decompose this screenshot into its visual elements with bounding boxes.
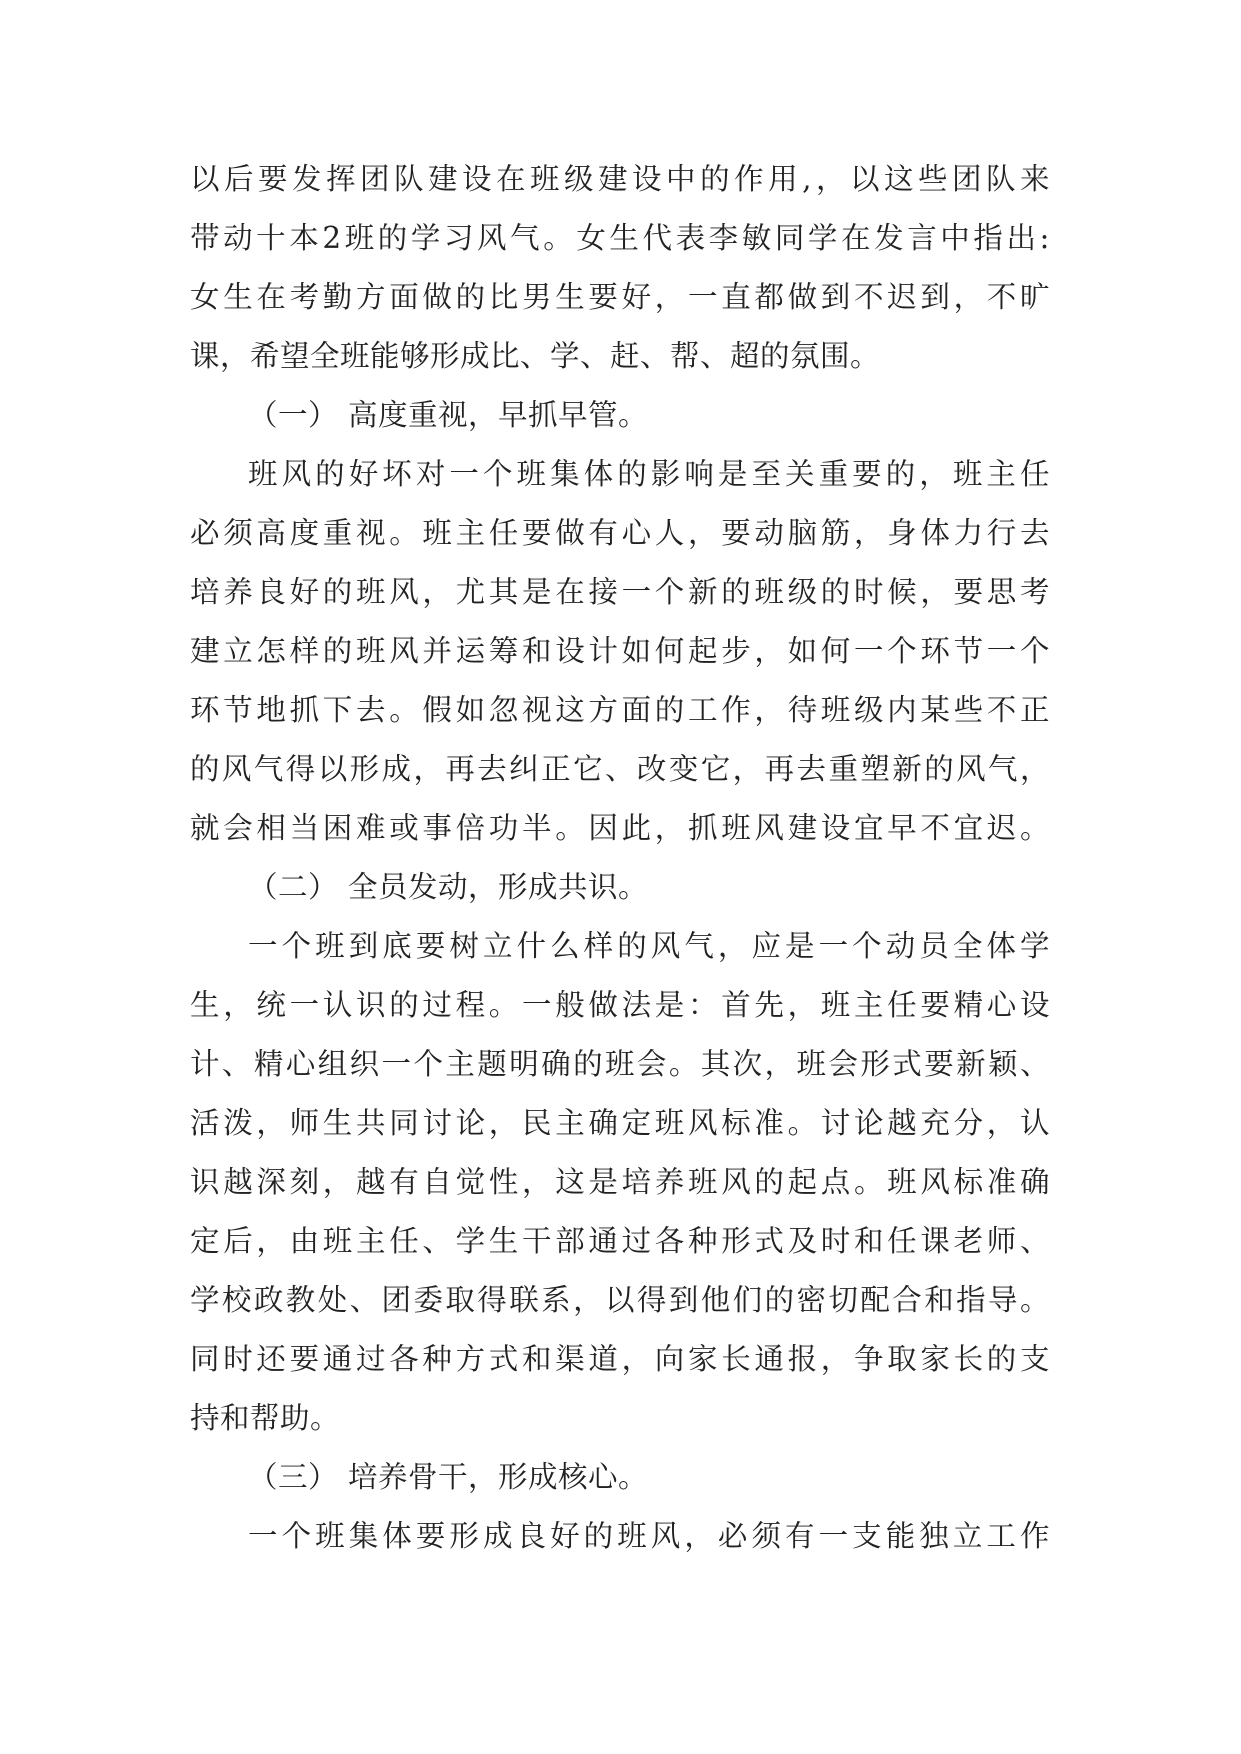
- section-title: 培养骨干，形成核心。: [348, 1460, 649, 1494]
- text-line: 的风气得以形成，再去纠正它、改变它，再去重塑新的风气，: [190, 752, 1050, 786]
- text-line: 同时还要通过各种方式和渠道，向家长通报，争取家长的支: [190, 1342, 1050, 1376]
- section-title: 高度重视，早抓早管。: [348, 398, 649, 432]
- section-number: （一）: [248, 398, 339, 432]
- text-line: 带动十本2班的学习风气。女生代表李敏同学在发言中指出:: [190, 221, 1050, 255]
- text-line: 必须高度重视。班主任要做有心人，要动脑筋，身体力行去: [190, 516, 1050, 550]
- section-heading: [190, 1448, 1050, 1507]
- section-heading: [190, 386, 1050, 445]
- text-line: 识越深刻，越有自觉性，这是培养班风的起点。班风标准确: [190, 1165, 1050, 1199]
- text-line: 定后，由班主任、学生干部通过各种形式及时和任课老师、: [190, 1224, 1050, 1258]
- paragraph: [190, 917, 1050, 1448]
- text-line: 持和帮助。: [190, 1401, 341, 1435]
- text-line: 课，希望全班能够形成比、学、赶、帮、超的氛围。: [190, 339, 881, 373]
- section-number: （二）: [248, 870, 339, 904]
- text-line: 就会相当困难或事倍功半。因此，抓班风建设宜早不宜迟。: [190, 811, 1050, 845]
- text-line: 一个班集体要形成良好的班风，必须有一支能独立工作: [248, 1519, 1050, 1553]
- text-line: 培养良好的班风，尤其是在接一个新的班级的时候，要思考: [190, 575, 1050, 609]
- text-line: 环节地抓下去。假如忽视这方面的工作，待班级内某些不正: [190, 693, 1050, 727]
- text-line: 计、精心组织一个主题明确的班会。其次，班会形式要新颖、: [190, 1047, 1050, 1081]
- text-line: 女生在考勤方面做的比男生要好，一直都做到不迟到，不旷: [190, 280, 1050, 314]
- paragraph: [190, 1507, 1050, 1566]
- section-title: 全员发动，形成共识。: [348, 870, 649, 904]
- section-heading: [190, 858, 1050, 917]
- text-line: 班风的好坏对一个班集体的影响是至关重要的，班主任: [248, 457, 1050, 491]
- text-line: 一个班到底要树立什么样的风气，应是一个动员全体学: [248, 929, 1050, 963]
- text-line: 活泼，师生共同讨论，民主确定班风标准。讨论越充分，认: [190, 1106, 1050, 1140]
- text-line: 学校政教处、团委取得联系，以得到他们的密切配合和指导。: [190, 1283, 1050, 1317]
- paragraph: [190, 150, 1050, 386]
- text-line: 以后要发挥团队建设在班级建设中的作用,，以这些团队来: [190, 162, 1050, 196]
- document-body: [190, 150, 1050, 1566]
- paragraph: [190, 445, 1050, 858]
- text-line: 生，统一认识的过程。一般做法是：首先，班主任要精心设: [190, 988, 1050, 1022]
- text-line: 建立怎样的班风并运筹和设计如何起步，如何一个环节一个: [190, 634, 1050, 668]
- section-number: （三）: [248, 1460, 339, 1494]
